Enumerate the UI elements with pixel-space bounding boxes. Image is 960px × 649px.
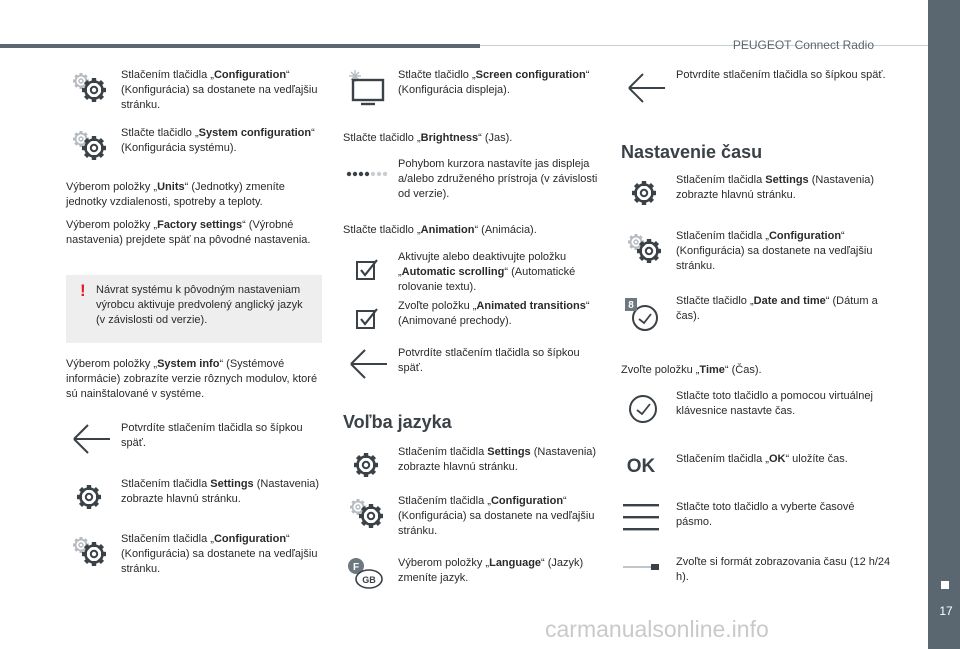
svg-text:OK: OK bbox=[626, 456, 656, 477]
settings-icon bbox=[66, 477, 112, 517]
check-circle-icon bbox=[621, 389, 667, 429]
svg-text:8: 8 bbox=[628, 300, 634, 311]
page-number: 17 bbox=[939, 604, 953, 618]
svg-text:GB: GB bbox=[362, 575, 376, 585]
settings-icon bbox=[343, 445, 389, 485]
brightness-slider-icon bbox=[343, 157, 389, 197]
header-title: PEUGEOT Connect Radio bbox=[732, 38, 874, 52]
warning-icon: ! bbox=[80, 281, 86, 300]
watermark: carmanualsonline.info bbox=[545, 616, 769, 642]
checkbox-icon bbox=[343, 299, 389, 339]
section-heading-time: Nastavenie času bbox=[621, 142, 763, 162]
section-heading-language: Voľba jazyka bbox=[343, 412, 452, 432]
screen-configuration-icon bbox=[343, 68, 389, 108]
continue-marker bbox=[941, 581, 949, 589]
clock-icon bbox=[621, 294, 667, 334]
language-icon bbox=[343, 554, 389, 594]
svg-text:F: F bbox=[352, 562, 360, 573]
back-arrow-icon bbox=[621, 68, 667, 108]
menu-list-icon bbox=[621, 500, 667, 540]
warning-note bbox=[66, 275, 322, 343]
back-arrow-icon bbox=[343, 344, 389, 384]
configuration-icon bbox=[66, 68, 112, 108]
settings-icon bbox=[621, 173, 667, 213]
page-sidebar bbox=[928, 0, 960, 649]
paragraph-factory-settings: Výberom položky „Factory settings“ (Výrobné nastavenia) prejdete späť na pôvodné nastavenia. bbox=[66, 219, 311, 246]
toggle-switch-icon bbox=[621, 555, 667, 595]
warning-text: Návrat systému k pôvodným nastaveniam výrobcu aktivuje predvolený anglický jazyk (v závislosti od verzie). bbox=[96, 284, 303, 326]
configuration-icon bbox=[343, 494, 389, 534]
paragraph-system-info: Výberom položky „System info“ (Systémové informácie) zobrazíte verzie rôznych modulov, ktoré sú nainštalované v systéme. bbox=[66, 358, 318, 400]
paragraph-animation: Stlačte tlačidlo „Animation“ (Animácia). bbox=[343, 224, 537, 236]
back-arrow-icon bbox=[66, 419, 112, 459]
paragraph-units: Výberom položky „Units“ (Jednotky) zmeníte jednotky vzdialenosti, spotreby a teploty. bbox=[66, 181, 285, 208]
system-configuration-icon bbox=[66, 126, 112, 166]
configuration-icon bbox=[66, 532, 112, 572]
configuration-icon bbox=[621, 229, 667, 269]
header-bar bbox=[0, 44, 480, 48]
checkbox-icon bbox=[343, 250, 389, 290]
paragraph-time: Zvoľte položku „Time“ (Čas). bbox=[621, 364, 762, 376]
paragraph-brightness: Stlačte tlačidlo „Brightness“ (Jas). bbox=[343, 132, 513, 144]
ok-button-icon bbox=[621, 444, 667, 484]
